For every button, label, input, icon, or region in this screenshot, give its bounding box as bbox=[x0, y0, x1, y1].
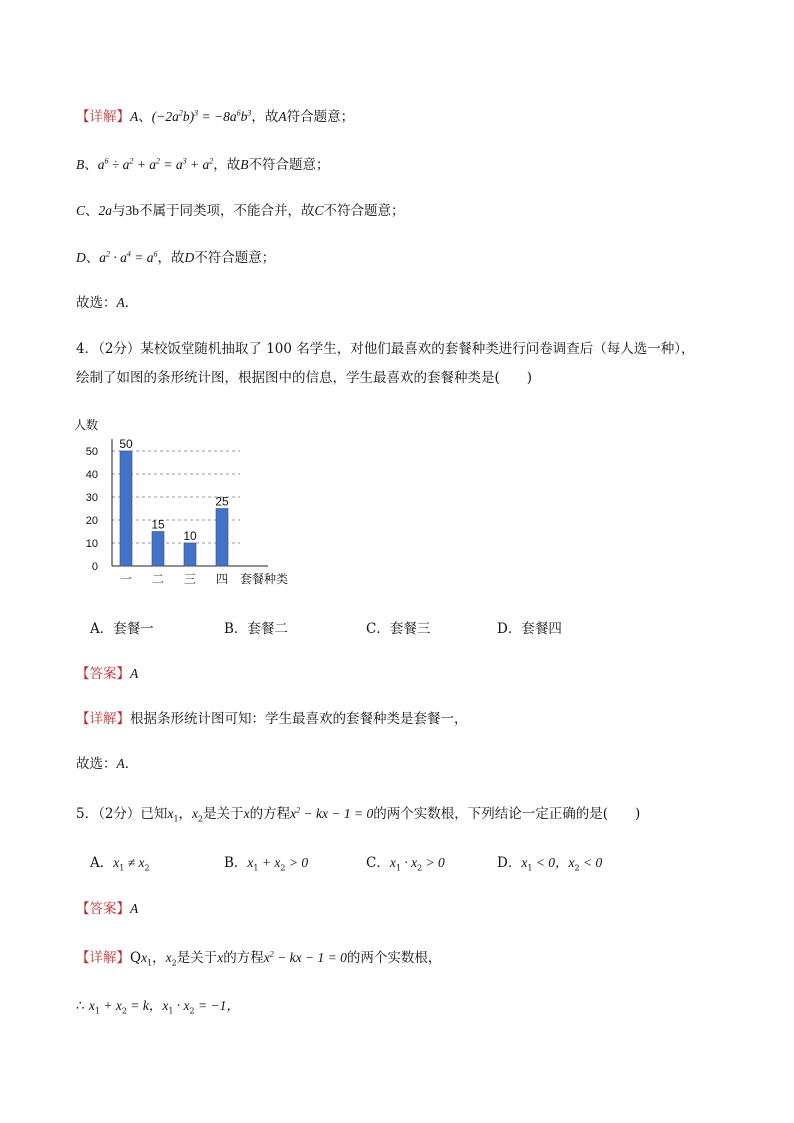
answer-tag: 【答案】 bbox=[76, 666, 130, 682]
bar-data-label: 25 bbox=[215, 494, 229, 509]
y-tick-label: 20 bbox=[85, 515, 98, 527]
math-expression: $(-2a^2b)^3 = -8a^6b^3$ bbox=[151, 108, 252, 124]
choose-line-4: 故选：A． bbox=[76, 756, 139, 772]
bar-data-label: 50 bbox=[119, 437, 133, 451]
question-5-line: 5．（2分）已知$x_1$，$x_2$是关于x的方程$x^2$ − kx − 1 = 0的两个实数根，下列结论一定正确的是( ) bbox=[76, 805, 641, 824]
detail-line-c: C、2a与3b不属于同类项，不能合并，故C不符合题意； bbox=[76, 203, 405, 219]
detail-tag: 【详解】 bbox=[76, 109, 130, 125]
bar bbox=[152, 532, 164, 567]
x-tick-label: 三 bbox=[183, 572, 197, 586]
detail-line-b: B、$a^6 \div a^2 + a^2 = a^3 + a^2$，故B不符合题意； bbox=[76, 156, 330, 173]
q5-option-d[interactable]: D．$x_1 < 0$，$x_2 < 0$ bbox=[497, 855, 603, 873]
bar bbox=[184, 543, 196, 566]
q4-option-d[interactable]: D．套餐四 bbox=[497, 621, 562, 637]
x-tick-label: 二 bbox=[151, 572, 165, 586]
detail-tag: 【详解】 bbox=[76, 711, 130, 727]
q4-detail-line: 【详解】根据条形统计图可知：学生最喜欢的套餐种类是套餐一， bbox=[76, 711, 468, 727]
q5-option-c[interactable]: C．$x_1 \cdot x_2 > 0$ bbox=[366, 855, 445, 873]
answer-tag: 【答案】 bbox=[76, 901, 130, 917]
y-axis-label: 人数 bbox=[74, 418, 99, 432]
q5-detail-line: 【详解】$Qx_1$，$x_2$是关于x的方程$x^2$ − kx − 1 = 0的两个实数根， bbox=[76, 949, 442, 968]
x-tick-label: 四 bbox=[215, 572, 229, 586]
detail-line-d: D、$a^2 \cdot a^4 = a^6$，故D不符合题意； bbox=[76, 249, 276, 266]
x-axis-label: 套餐种类 bbox=[240, 572, 289, 586]
y-tick-label: 40 bbox=[85, 469, 98, 481]
detail-line-a: 【详解】A、$(-2a^2b)^3 = -8a^6b^3$，故A符合题意； bbox=[76, 108, 355, 125]
detail-tag: 【详解】 bbox=[76, 950, 130, 966]
bar-data-label: 10 bbox=[183, 529, 197, 543]
math-expression: $a^2 \cdot a^4 = a^6$ bbox=[99, 249, 158, 265]
x-tick-label: 一 bbox=[119, 572, 133, 586]
q4-option-a[interactable]: A．套餐一 bbox=[90, 621, 154, 637]
q5-conclusion-line: ∴ $x_1 + x_2 = k$，$x_1 \cdot x_2 = -1$， bbox=[76, 998, 240, 1016]
bar-data-label: 15 bbox=[151, 517, 165, 532]
q5-option-a[interactable]: A．$x_1 \ne x_2$ bbox=[90, 855, 150, 873]
q5-option-b[interactable]: B．$x_1 + x_2 > 0$ bbox=[224, 855, 309, 873]
y-tick-label: 0 bbox=[91, 561, 98, 573]
choose-line-3: 故选：A． bbox=[76, 295, 139, 311]
question-4-line-2: 绘制了如图的条形统计图，根据图中的信息，学生最喜欢的套餐种类是( ) bbox=[76, 370, 533, 386]
question-4-line-1: 4．（2分）某校饭堂随机抽取了 100 名学生，对他们最喜欢的套餐种类进行问卷调查后（每人选一种）， bbox=[76, 341, 695, 357]
q4-answer-line: 【答案】A bbox=[76, 666, 139, 682]
q4-option-c[interactable]: C．套餐三 bbox=[366, 621, 431, 637]
y-tick-label: 50 bbox=[85, 446, 98, 458]
math-expression: $a^6 \div a^2 + a^2 = a^3 + a^2$ bbox=[97, 156, 214, 172]
y-tick-label: 10 bbox=[85, 538, 98, 550]
q4-option-b[interactable]: B．套餐二 bbox=[224, 621, 288, 637]
q5-answer-line: 【答案】A bbox=[76, 901, 139, 917]
y-tick-label: 30 bbox=[85, 492, 98, 504]
bar-chart bbox=[70, 412, 310, 592]
bar bbox=[120, 451, 132, 566]
bar bbox=[216, 509, 228, 567]
